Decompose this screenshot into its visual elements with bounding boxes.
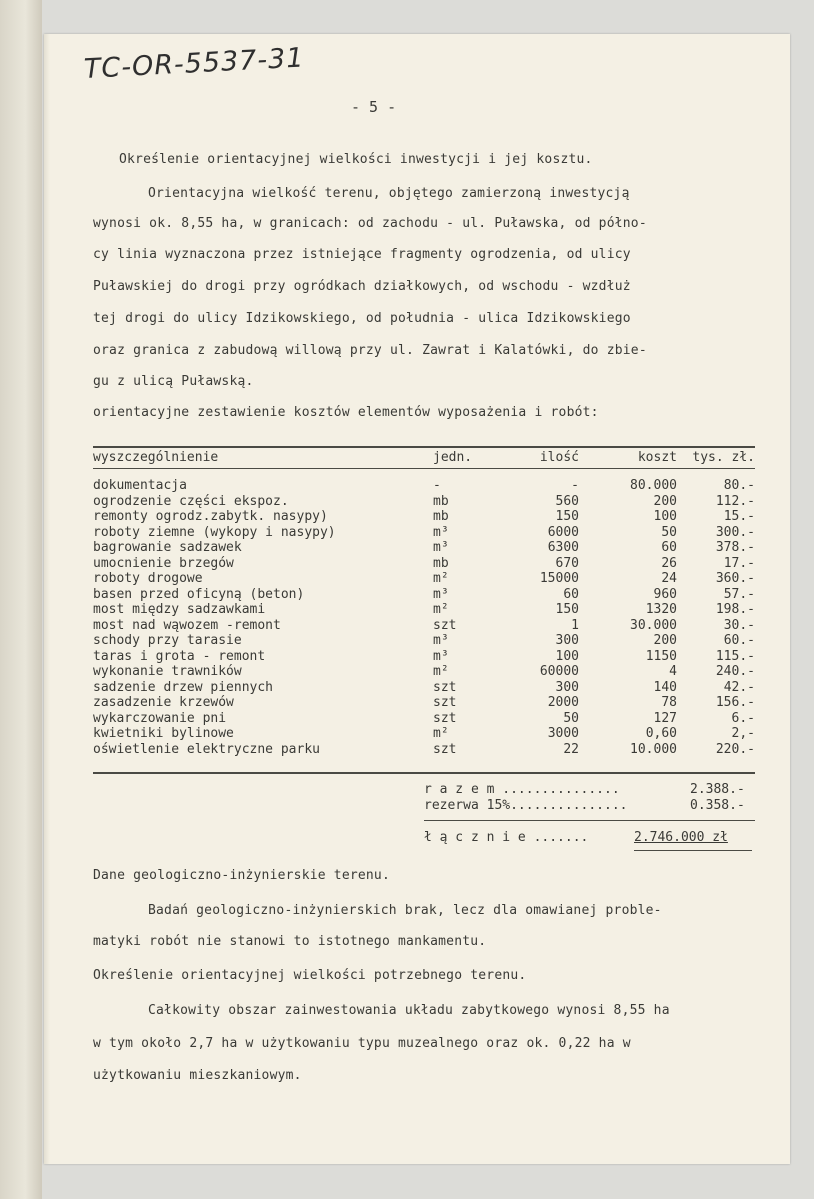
header-unit: jedn. [433, 450, 473, 465]
table-row [93, 633, 755, 649]
row-item: ogrodzenie części ekspoz. [93, 493, 289, 509]
row-thousand-zl: 156.- [715, 695, 755, 710]
paragraph-line: Badań geologiczno-inżynierskich brak, lecz dla omawianej proble- [148, 903, 662, 918]
table-row [93, 571, 755, 587]
row-item: remonty ogrodz.zabytk. nasypy) [93, 509, 328, 524]
row-quantity: 150 [555, 509, 579, 524]
table-header-rule [93, 468, 755, 469]
row-quantity: 3000 [547, 726, 579, 741]
row-quantity: 1 [571, 617, 579, 633]
row-cost: 26 [661, 555, 677, 571]
section-heading-investment: Określenie orientacyjnej wielkości inwestycji i jej kosztu. [119, 152, 593, 167]
paragraph-line: Orientacyjna wielkość terenu, objętego zamierzoną inwestycją [148, 186, 630, 201]
row-unit: mb [433, 555, 449, 571]
table-row [93, 602, 755, 618]
row-thousand-zl: 300.- [715, 524, 755, 540]
row-quantity: 300 [555, 633, 579, 648]
row-item: oświetlenie elektryczne parku [93, 741, 320, 757]
total-label: ł ą c z n i e ....... [424, 830, 589, 845]
row-cost: 30.000 [630, 617, 677, 633]
row-quantity: 560 [555, 493, 579, 509]
row-unit: mb [433, 509, 449, 524]
row-item: sadzenie drzew piennych [93, 679, 274, 695]
row-item: taras i grota - remont [93, 648, 266, 664]
row-thousand-zl: 30.- [723, 617, 755, 633]
handwritten-reference: TC-OR-5537-31 [83, 42, 306, 85]
row-thousand-zl: 220.- [715, 741, 755, 757]
row-unit: m² [433, 664, 449, 679]
row-quantity: 6300 [547, 540, 579, 555]
header-item: wyszczególnienie [93, 450, 219, 465]
razem-label: r a z e m ............... [424, 782, 620, 797]
table-row [93, 711, 755, 727]
row-quantity: 300 [555, 679, 579, 695]
row-item: basen przed oficyną (beton) [93, 586, 305, 602]
row-cost: 1150 [645, 648, 677, 664]
paragraph-line: w tym około 2,7 ha w użytkowaniu typu muzealnego oraz ok. 0,22 ha w [93, 1036, 631, 1051]
row-unit: m³ [433, 586, 449, 602]
row-unit: m³ [433, 524, 449, 540]
row-cost: 200 [653, 493, 677, 509]
section-heading-area: Określenie orientacyjnej wielkości potrzebnego terenu. [93, 968, 527, 983]
paragraph-line: cy linia wyznaczona przez istniejące fragmenty ogrodzenia, od ulicy [93, 247, 631, 262]
sum-rule [424, 820, 755, 821]
row-thousand-zl: 6.- [731, 710, 755, 726]
row-cost: 24 [661, 571, 677, 586]
rezerwa-label: rezerwa 15%............... [424, 798, 628, 813]
row-cost: 50 [661, 524, 677, 540]
row-cost: 1320 [645, 602, 677, 617]
row-cost: 100 [653, 509, 677, 524]
row-item: most nad wąwozem -remont [93, 617, 281, 633]
page-number: - 5 - [351, 98, 397, 116]
row-cost: 127 [653, 710, 677, 726]
row-unit: szt [433, 710, 457, 726]
row-item: most między sadzawkami [93, 602, 266, 617]
row-unit: m³ [433, 648, 449, 664]
row-quantity: 22 [563, 741, 579, 757]
razem-value: 2.388.- [690, 782, 745, 797]
table-row [93, 726, 755, 742]
table-bottom-rule [93, 772, 755, 774]
table-row [93, 649, 755, 665]
row-thousand-zl: 17.- [723, 555, 755, 571]
row-cost: 10.000 [630, 741, 677, 757]
row-thousand-zl: 60.- [723, 633, 755, 648]
row-thousand-zl: 115.- [715, 648, 755, 664]
table-row [93, 509, 755, 525]
row-cost: 78 [661, 695, 677, 710]
table-row [93, 525, 755, 541]
row-quantity: 2000 [547, 695, 579, 710]
table-row [93, 618, 755, 634]
row-cost: 140 [653, 679, 677, 695]
section-heading-geology: Dane geologiczno-inżynierskie terenu. [93, 868, 390, 883]
row-unit: - [433, 478, 441, 493]
row-unit: m² [433, 602, 449, 617]
row-thousand-zl: 80.- [723, 478, 755, 493]
row-unit: szt [433, 617, 457, 633]
header-quantity: ilość [539, 450, 579, 465]
row-cost: 0,60 [645, 726, 677, 741]
row-item: wykonanie trawników [93, 664, 242, 679]
row-unit: szt [433, 679, 457, 695]
row-cost: 4 [669, 664, 677, 679]
row-thousand-zl: 57.- [723, 586, 755, 602]
paragraph-line: oraz granica z zabudową willową przy ul. Zawrat i Kalatówki, do zbie- [93, 343, 647, 358]
table-row [93, 556, 755, 572]
rezerwa-value: 0.358.- [690, 798, 745, 813]
table-row [93, 680, 755, 696]
row-unit: mb [433, 493, 449, 509]
paragraph-line: tej drogi do ulicy Idzikowskiego, od południa - ulica Idzikowskiego [93, 311, 631, 326]
row-unit: m³ [433, 633, 449, 648]
row-cost: 960 [653, 586, 677, 602]
total-double-underline [634, 850, 752, 851]
header-cost: koszt [637, 450, 677, 465]
table-row [93, 494, 755, 510]
row-item: roboty ziemne (wykopy i nasypy) [93, 524, 336, 540]
row-unit: szt [433, 741, 457, 757]
row-quantity: 150 [555, 602, 579, 617]
row-item: schody przy tarasie [93, 633, 242, 648]
table-row [93, 587, 755, 603]
row-unit: m² [433, 726, 449, 741]
paragraph-line: wynosi ok. 8,55 ha, w granicach: od zachodu - ul. Puławska, od półno- [93, 216, 647, 231]
row-item: wykarczowanie pni [93, 710, 227, 726]
row-cost: 200 [653, 633, 677, 648]
row-cost: 80.000 [630, 478, 677, 493]
row-thousand-zl: 240.- [715, 664, 755, 679]
row-thousand-zl: 378.- [715, 540, 755, 555]
table-header-row [93, 450, 755, 466]
paragraph-line: matyki robót nie stanowi to istotnego mankamentu. [93, 934, 487, 949]
paragraph-line: Puławskiej do drogi przy ogródkach działkowych, od wschodu - wzdłuż [93, 279, 631, 294]
table-row [93, 540, 755, 556]
row-quantity: 6000 [547, 524, 579, 540]
row-quantity: 15000 [539, 571, 579, 586]
cost-table [93, 450, 755, 466]
paragraph-line: Całkowity obszar zainwestowania układu zabytkowego wynosi 8,55 ha [148, 1003, 670, 1018]
row-item: dokumentacja [93, 478, 187, 493]
table-intro: orientacyjne zestawienie kosztów elementów wyposażenia i robót: [93, 405, 599, 420]
page-edge [44, 34, 50, 1164]
row-quantity: 50 [563, 710, 579, 726]
cost-table-body [93, 478, 755, 757]
table-row [93, 742, 755, 758]
row-thousand-zl: 15.- [723, 509, 755, 524]
row-thousand-zl: 42.- [723, 679, 755, 695]
scan-background-strip [0, 0, 42, 1199]
row-item: kwietniki bylinowe [93, 726, 234, 741]
row-item: roboty drogowe [93, 571, 203, 586]
table-row [93, 664, 755, 680]
row-item: bagrowanie sadzawek [93, 540, 242, 555]
row-cost: 60 [661, 540, 677, 555]
paragraph-line: użytkowaniu mieszkaniowym. [93, 1068, 302, 1083]
row-unit: m³ [433, 540, 449, 555]
header-thousand-zl: tys. zł. [692, 450, 755, 465]
row-quantity: 60 [563, 586, 579, 602]
row-unit: m² [433, 571, 449, 586]
row-quantity: 60000 [539, 664, 579, 679]
row-item: umocnienie brzegów [93, 555, 234, 571]
table-row [93, 478, 755, 494]
row-thousand-zl: 112.- [715, 493, 755, 509]
row-quantity: 100 [555, 648, 579, 664]
row-thousand-zl: 360.- [715, 571, 755, 586]
row-item: zasadzenie krzewów [93, 695, 234, 710]
row-quantity: - [571, 478, 579, 493]
table-row [93, 695, 755, 711]
row-unit: szt [433, 695, 457, 710]
total-value: 2.746.000 zł [634, 830, 728, 845]
row-thousand-zl: 2,- [731, 726, 755, 741]
paragraph-line: gu z ulicą Puławską. [93, 374, 254, 389]
table-top-rule [93, 446, 755, 448]
row-quantity: 670 [555, 555, 579, 571]
row-thousand-zl: 198.- [715, 602, 755, 617]
